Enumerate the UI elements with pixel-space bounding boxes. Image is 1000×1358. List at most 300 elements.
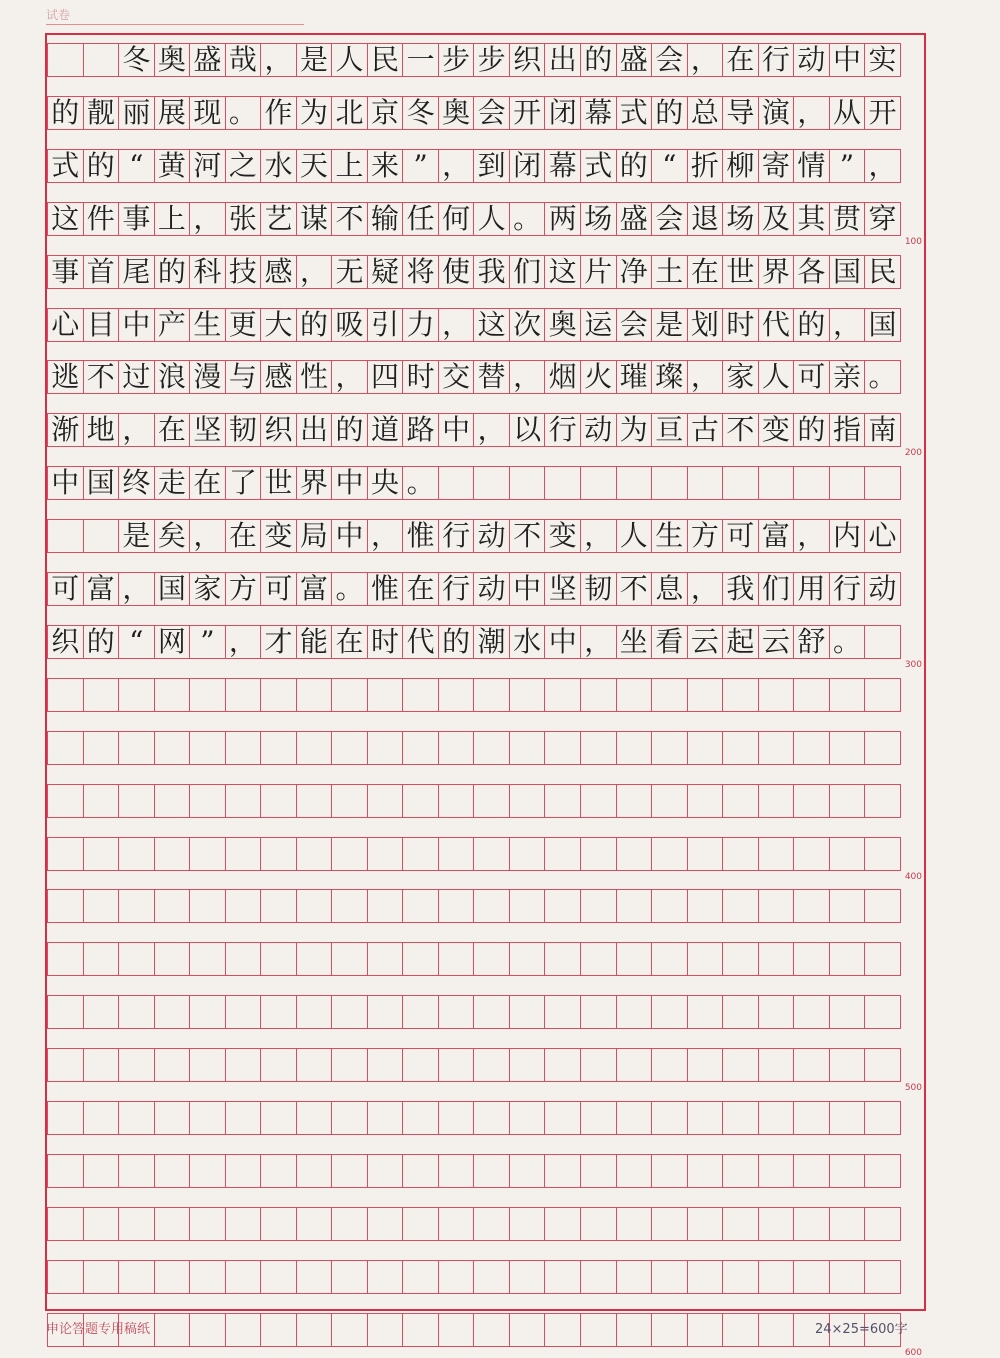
grid-cell [544,1260,581,1294]
grid-cell [544,1101,581,1135]
grid-cell [225,1313,262,1347]
grid-cell [331,1048,368,1082]
grid-cell: 变 [260,519,297,553]
grid-cell: 感 [260,255,297,289]
grid-cell [687,995,724,1029]
grid-cell: 方 [225,572,262,606]
grid-cell [473,837,510,871]
grid-cell: ， [118,572,155,606]
grid-cell [687,837,724,871]
grid-cell: 惟 [402,519,439,553]
grid-cell [189,1048,226,1082]
grid-cell [367,889,404,923]
grid-cell [829,942,866,976]
grid-cell: ， [793,96,830,130]
grid-cell: 路 [402,413,439,447]
grid-cell: 开 [864,96,901,130]
grid-cell [83,889,120,923]
grid-cell: 人 [616,519,653,553]
grid-cell [402,1260,439,1294]
grid-cell [687,1260,724,1294]
grid-cell: 科 [189,255,226,289]
grid-cell [829,995,866,1029]
grid-cell [509,837,546,871]
grid-cell: 富 [83,572,120,606]
grid-cell: 中 [544,625,581,659]
grid-cell [473,1207,510,1241]
grid-cell [473,731,510,765]
grid-cell [509,889,546,923]
grid-cell [154,942,191,976]
grid-cell [544,784,581,818]
grid-cell: 时 [722,308,759,342]
grid-cell: “ [118,149,155,183]
grid-cell: 时 [367,625,404,659]
grid-cell [83,519,120,553]
grid-cell [83,1048,120,1082]
grid-cell: 是 [296,43,333,77]
grid-cell: 不 [331,202,368,236]
grid-cell [118,889,155,923]
grid-cell: ， [793,519,830,553]
grid-cell: 浪 [154,360,191,394]
essay-line [47,466,924,500]
grid-cell [438,678,475,712]
grid-cell: 们 [509,255,546,289]
grid-cell [225,1260,262,1294]
grid-cell: 事 [47,255,84,289]
grid-cell: 人 [473,202,510,236]
grid-cell [722,1313,759,1347]
grid-cell [402,1207,439,1241]
grid-cell [260,1154,297,1188]
grid-cell [829,1207,866,1241]
grid-cell: 云 [758,625,795,659]
grid-cell: 哉 [225,43,262,77]
grid-cell [47,784,84,818]
grid-cell: 的 [793,308,830,342]
grid-cell: 国 [864,308,901,342]
grid-cell: 实 [864,43,901,77]
grid-cell [509,784,546,818]
grid-cell [509,995,546,1029]
grid-cell: 疑 [367,255,404,289]
grid-cell: 可 [722,519,759,553]
grid-cell: 亲 [829,360,866,394]
grid-cell: 韧 [580,572,617,606]
grid-cell: ” [402,149,439,183]
essay-line [47,201,924,247]
grid-cell [189,1101,226,1135]
grid-cell [793,1207,830,1241]
grid-cell [47,519,84,553]
grid-cell [260,1260,297,1294]
essay-line [47,149,924,183]
grid-cell [331,1101,368,1135]
grid-cell: 展 [154,96,191,130]
grid-cell: 。 [864,360,901,394]
grid-cell: 息 [651,572,688,606]
grid-cell [118,1048,155,1082]
grid-cell: ， [864,149,901,183]
grid-cell: 两 [544,202,581,236]
grid-cell [758,995,795,1029]
grid-cell [473,1101,510,1135]
grid-cell: 场 [722,202,759,236]
grid-cell [438,995,475,1029]
grid-cell [118,837,155,871]
grid-cell [616,1260,653,1294]
grid-cell [509,466,546,500]
grid-cell: 织 [509,43,546,77]
footer-title: 申论答题专用稿纸 [46,1322,151,1337]
grid-cell [47,1154,84,1188]
grid-cell: 人 [758,360,795,394]
grid-cell [793,889,830,923]
grid-cell: 使 [438,255,475,289]
grid-row [47,837,924,882]
grid-cell: 奥 [154,43,191,77]
grid-cell: 能 [296,625,333,659]
grid-cell: 首 [83,255,120,289]
grid-cell [438,1313,475,1347]
grid-cell [758,466,795,500]
grid-cell [438,1048,475,1082]
grid-cell: 国 [154,572,191,606]
grid-cell: 心 [47,308,84,342]
grid-cell: 件 [83,202,120,236]
grid-cell [651,1260,688,1294]
grid-cell: 河 [189,149,226,183]
grid-cell: 柳 [722,149,759,183]
grid-cell [118,1260,155,1294]
grid-cell [793,466,830,500]
grid-cell [580,889,617,923]
grid-cell [687,784,724,818]
grid-cell: 用 [793,572,830,606]
grid-cell: 来 [367,149,404,183]
essay-line [47,519,924,553]
grid-cell [331,942,368,976]
grid-cell [616,784,653,818]
grid-cell: 。 [402,466,439,500]
grid-cell: 京 [367,96,404,130]
grid-cell [864,731,901,765]
grid-cell: 行 [438,572,475,606]
grid-cell: “ [118,625,155,659]
grid-cell [864,889,901,923]
grid-cell: 寄 [758,149,795,183]
grid-cell [509,1207,546,1241]
grid-row [47,731,924,765]
grid-cell [260,1101,297,1135]
grid-cell [687,1101,724,1135]
grid-row [47,1048,924,1094]
grid-cell [331,889,368,923]
grid-cell [473,784,510,818]
grid-cell: 以 [509,413,546,447]
grid-cell [331,1154,368,1188]
grid-cell: 世 [260,466,297,500]
grid-cell [83,1207,120,1241]
grid-cell [402,1313,439,1347]
grid-cell [225,784,262,818]
grid-cell [864,784,901,818]
grid-cell [544,889,581,923]
grid-cell [509,1048,546,1082]
grid-cell: 心 [864,519,901,553]
grid-cell: 代 [758,308,795,342]
grid-cell [758,1260,795,1294]
grid-cell: 大 [260,308,297,342]
grid-cell [438,889,475,923]
grid-cell [580,1154,617,1188]
grid-cell: 潮 [473,625,510,659]
grid-cell: 惟 [367,572,404,606]
grid-cell [616,837,653,871]
grid-cell: 奥 [438,96,475,130]
grid-cell [544,837,581,871]
grid-cell: 为 [616,413,653,447]
grid-cell: 将 [402,255,439,289]
char-count-mark: 600 [904,1347,922,1358]
grid-cell [473,678,510,712]
grid-cell: 的 [296,308,333,342]
grid-cell: ， [687,572,724,606]
grid-cell: 盛 [189,43,226,77]
grid-cell [687,889,724,923]
grid-cell: 导 [722,96,759,130]
grid-cell [47,678,84,712]
grid-cell: ， [687,360,724,394]
char-count-mark: 100 [904,236,922,247]
grid-cell [189,942,226,976]
grid-cell [367,1260,404,1294]
grid-cell [687,1207,724,1241]
grid-cell [544,1048,581,1082]
grid-cell: 界 [296,466,333,500]
grid-cell [189,1154,226,1188]
grid-cell: 黄 [154,149,191,183]
grid-cell [651,837,688,871]
grid-cell: 行 [438,519,475,553]
grid-cell: 人 [331,43,368,77]
grid-cell: 步 [438,43,475,77]
grid-cell [651,889,688,923]
grid-cell [758,942,795,976]
essay-line [47,360,924,394]
grid-cell: 坐 [616,625,653,659]
grid-cell: 艺 [260,202,297,236]
grid-cell: 动 [580,413,617,447]
grid-cell [722,466,759,500]
grid-cell [118,942,155,976]
grid-cell [402,731,439,765]
grid-cell [687,678,724,712]
grid-cell [651,731,688,765]
grid-cell: 闭 [544,96,581,130]
grid-cell: 动 [793,43,830,77]
grid-cell [367,1101,404,1135]
grid-cell: 上 [331,149,368,183]
grid-cell [829,466,866,500]
grid-cell: 生 [651,519,688,553]
grid-cell: 盛 [616,43,653,77]
grid-cell [47,731,84,765]
char-count-mark: 300 [904,659,922,670]
grid-cell [402,678,439,712]
grid-cell [651,466,688,500]
grid-cell [544,1207,581,1241]
grid-cell: 终 [118,466,155,500]
grid-cell [296,784,333,818]
grid-cell [118,678,155,712]
grid-cell [864,466,901,500]
grid-cell: ， [687,43,724,77]
grid-cell [118,1207,155,1241]
grid-cell: 渐 [47,413,84,447]
grid-cell [829,678,866,712]
grid-cell [829,784,866,818]
grid-cell: 会 [616,308,653,342]
grid-cell: 闭 [509,149,546,183]
grid-cell [189,784,226,818]
grid-cell [758,889,795,923]
grid-cell: 变 [758,413,795,447]
grid-cell: 道 [367,413,404,447]
grid-cell [793,1048,830,1082]
grid-cell: 作 [260,96,297,130]
grid-cell: 界 [758,255,795,289]
grid-cell [296,731,333,765]
grid-cell: 古 [687,413,724,447]
grid-cell [651,784,688,818]
grid-cell: 次 [509,308,546,342]
grid-cell [260,1313,297,1347]
grid-cell [651,1048,688,1082]
grid-cell [225,995,262,1029]
grid-cell: 可 [793,360,830,394]
grid-cell [651,1101,688,1135]
grid-cell [296,1260,333,1294]
grid-cell [331,837,368,871]
grid-cell: 目 [83,308,120,342]
grid-cell [544,1154,581,1188]
grid-cell: 我 [722,572,759,606]
essay-line [47,308,924,342]
grid-cell: 在 [722,43,759,77]
grid-cell: ， [225,625,262,659]
grid-cell: 更 [225,308,262,342]
grid-cell [296,1313,333,1347]
grid-cell: 可 [47,572,84,606]
grid-cell: 退 [687,202,724,236]
grid-row [47,1207,924,1241]
grid-cell: 一 [402,43,439,77]
grid-cell [225,942,262,976]
grid-cell [651,1207,688,1241]
grid-cell [367,1154,404,1188]
char-count-mark: 400 [904,871,922,882]
grid-cell: 何 [438,202,475,236]
grid-cell: 穿 [864,202,901,236]
grid-cell [296,942,333,976]
grid-cell: 富 [296,572,333,606]
grid-cell [47,1048,84,1082]
grid-cell: 坚 [189,413,226,447]
grid-cell [616,1101,653,1135]
grid-cell: 的 [154,255,191,289]
grid-cell [580,731,617,765]
grid-cell: 现 [189,96,226,130]
grid-cell [758,1207,795,1241]
grid-cell [154,784,191,818]
grid-cell [473,995,510,1029]
grid-cell: 水 [509,625,546,659]
grid-cell: ， [118,413,155,447]
grid-cell: 过 [118,360,155,394]
grid-cell: 的 [438,625,475,659]
grid-cell [367,995,404,1029]
grid-cell: 在 [225,519,262,553]
grid-cell [616,942,653,976]
grid-cell: 局 [296,519,333,553]
grid-cell: 净 [616,255,653,289]
grid-cell [47,942,84,976]
grid-cell [616,466,653,500]
grid-cell [687,1154,724,1188]
grid-cell [331,1260,368,1294]
grid-cell [118,1154,155,1188]
grid-cell [331,678,368,712]
grid-cell [616,1207,653,1241]
grid-cell: 输 [367,202,404,236]
grid-cell [722,1207,759,1241]
grid-cell [83,995,120,1029]
grid-cell [473,1048,510,1082]
grid-cell [260,1048,297,1082]
grid-cell: 的 [47,96,84,130]
grid-cell: 引 [367,308,404,342]
grid-cell: 逃 [47,360,84,394]
grid-cell [438,1260,475,1294]
grid-cell: 情 [793,149,830,183]
grid-cell [47,1207,84,1241]
grid-cell [473,889,510,923]
grid-cell [829,837,866,871]
grid-cell [189,995,226,1029]
grid-cell [722,889,759,923]
char-count-mark: 500 [904,1083,922,1094]
grid-cell: 及 [758,202,795,236]
grid-cell: 吸 [331,308,368,342]
grid-cell [793,837,830,871]
grid-cell: 感 [260,360,297,394]
grid-cell [829,1048,866,1082]
grid-cell [438,784,475,818]
grid-cell [722,678,759,712]
grid-cell [402,837,439,871]
grid-cell [225,1101,262,1135]
grid-cell: ， [509,360,546,394]
grid-cell: 动 [473,519,510,553]
grid-cell [651,1313,688,1347]
grid-cell [154,731,191,765]
grid-cell [864,678,901,712]
grid-cell: 看 [651,625,688,659]
grid-cell [509,1260,546,1294]
grid-cell [47,995,84,1029]
